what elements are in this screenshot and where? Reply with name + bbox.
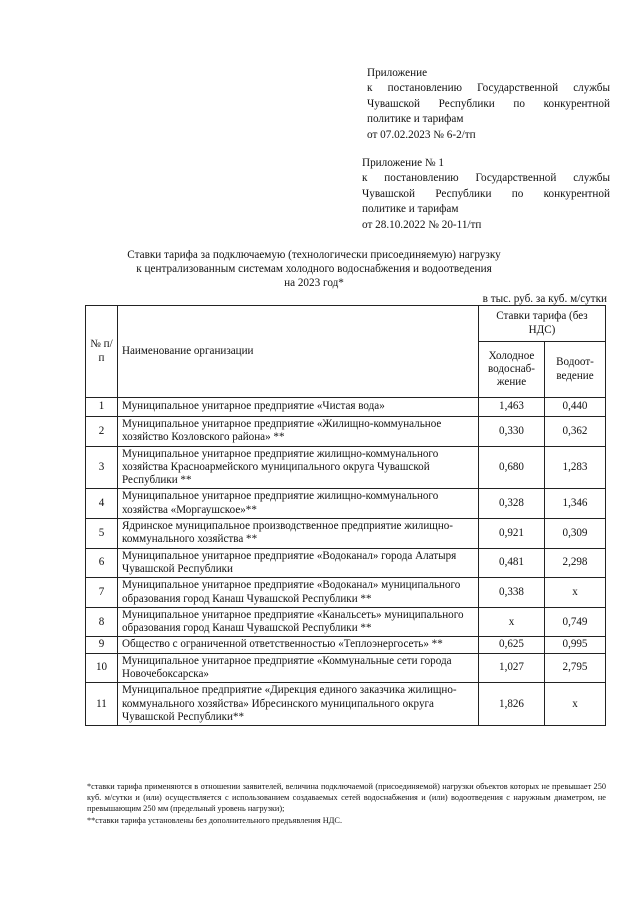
table-row	[86, 446, 606, 489]
row-org: Муниципальное унитарное предприятие «Коммунальные сети города Новочебоксарска»	[118, 653, 479, 683]
row-cold: 0,921	[479, 519, 545, 549]
row-num: 10	[86, 653, 118, 683]
table-row	[86, 578, 606, 608]
table-row	[86, 548, 606, 578]
table-row	[86, 398, 606, 417]
appendix-line: Приложение	[367, 67, 428, 79]
row-drain: 0,440	[545, 398, 606, 417]
row-drain: 1,283	[545, 446, 606, 489]
appendix-line: Приложение № 1	[362, 157, 444, 169]
table-row	[86, 607, 606, 637]
footnote-1: *ставки тарифа применяются в отношении заявителей, величина подключаемой (присоединяемой) нагрузки объектов которых не превышает 250 куб. м/сутки и (или) осуществляется с использованием создаваемых сетей водоснабжения и (или) водоотведения с наружным диаметром, не превышающим 250 мм (предельный уровень нагрузки);	[87, 782, 606, 814]
header-num: № п/п	[86, 306, 118, 398]
row-org: Муниципальное унитарное предприятие жилищно-коммунального хозяйства «Моргаушское»**	[118, 489, 479, 519]
row-num: 4	[86, 489, 118, 519]
table-row	[86, 637, 606, 653]
row-org: Муниципальное унитарное предприятие жилищно-коммунального хозяйства Красноармейского муниципального округа Чувашской Республики **	[118, 446, 479, 489]
row-num: 11	[86, 683, 118, 726]
appendix-line: Чувашской Республики по конкурентной	[362, 187, 610, 200]
footnote-2: **ставки тарифа установлены без дополнительного предъявления НДС.	[87, 815, 343, 825]
row-drain: 2,795	[545, 653, 606, 683]
table-row	[86, 489, 606, 519]
header-cold-water: Холодное водоснаб-жение	[479, 342, 545, 398]
units-note: в тыс. руб. за куб. м/сутки	[482, 293, 607, 305]
table-row	[86, 519, 606, 549]
header-rates: Ставки тарифа (без НДС)	[479, 306, 606, 342]
row-num: 7	[86, 578, 118, 608]
title-line: к централизованным системам холодного водоснабжения и водоотведения	[136, 263, 492, 276]
row-num: 2	[86, 417, 118, 447]
row-cold: 0,481	[479, 548, 545, 578]
appendix-line: Чувашской Республики по конкурентной	[367, 97, 610, 110]
document-title	[80, 248, 548, 291]
row-drain: 1,346	[545, 489, 606, 519]
row-cold: 1,027	[479, 653, 545, 683]
table-row	[86, 653, 606, 683]
appendix-line: от 07.02.2023 № 6-2/тп	[367, 128, 476, 141]
header-drainage: Водоот-ведение	[545, 342, 606, 398]
row-cold: 0,328	[479, 489, 545, 519]
appendix-line: к постановлению Государственной службы	[367, 82, 610, 95]
row-drain: 0,995	[545, 637, 606, 653]
row-num: 5	[86, 519, 118, 549]
table-row	[86, 417, 606, 447]
row-drain: 2,298	[545, 548, 606, 578]
appendix-line: политике и тарифам	[362, 203, 459, 216]
row-drain: х	[545, 683, 606, 726]
row-cold: 1,826	[479, 683, 545, 726]
row-org: Муниципальное унитарное предприятие «Канальсеть» муниципального образования город Канаш Чувашской Республики **	[118, 607, 479, 637]
title-line: Ставки тарифа за подключаемую (технологически присоединяемую) нагрузку	[127, 249, 501, 261]
appendix-line: к постановлению Государственной службы	[362, 172, 610, 185]
appendix-header	[367, 66, 610, 143]
row-drain: 0,749	[545, 607, 606, 637]
row-cold: 0,680	[479, 446, 545, 489]
row-num: 8	[86, 607, 118, 637]
appendix-line: от 28.10.2022 № 20-11/тп	[362, 218, 482, 231]
row-org: Муниципальное предприятие «Дирекция единого заказчика жилищно-коммунального хозяйства» Ибресинского муниципального округа Чувашской Республики**	[118, 683, 479, 726]
row-cold: 0,338	[479, 578, 545, 608]
appendix-1-header	[362, 156, 610, 233]
table-row	[86, 683, 606, 726]
footnotes	[87, 781, 606, 826]
row-cold: 1,463	[479, 398, 545, 417]
row-org: Общество с ограниченной ответственностью «Теплоэнергосеть» **	[118, 637, 479, 653]
row-org: Муниципальное унитарное предприятие «Водоканал» города Алатыря Чувашской Республики	[118, 548, 479, 578]
row-drain: 0,362	[545, 417, 606, 447]
row-num: 1	[86, 398, 118, 417]
row-num: 9	[86, 637, 118, 653]
row-drain: 0,309	[545, 519, 606, 549]
row-num: 6	[86, 548, 118, 578]
row-org: Ядринское муниципальное производственное предприятие жилищно-коммунального хозяйства **	[118, 519, 479, 549]
row-cold: 0,330	[479, 417, 545, 447]
title-line: на 2023 год*	[284, 277, 344, 290]
row-cold: 0,625	[479, 637, 545, 653]
header-org: Наименование организации	[118, 306, 479, 398]
row-cold: х	[479, 607, 545, 637]
row-org: Муниципальное унитарное предприятие «Чистая вода»	[118, 398, 479, 417]
row-org: Муниципальное унитарное предприятие «Жилищно-коммунальное хозяйство Козловского района» **	[118, 417, 479, 447]
appendix-line: политике и тарифам	[367, 113, 464, 126]
row-num: 3	[86, 446, 118, 489]
row-org: Муниципальное унитарное предприятие «Водоканал» муниципального образования город Канаш Чувашской Республики **	[118, 578, 479, 608]
tariff-table	[85, 305, 606, 726]
row-drain: х	[545, 578, 606, 608]
